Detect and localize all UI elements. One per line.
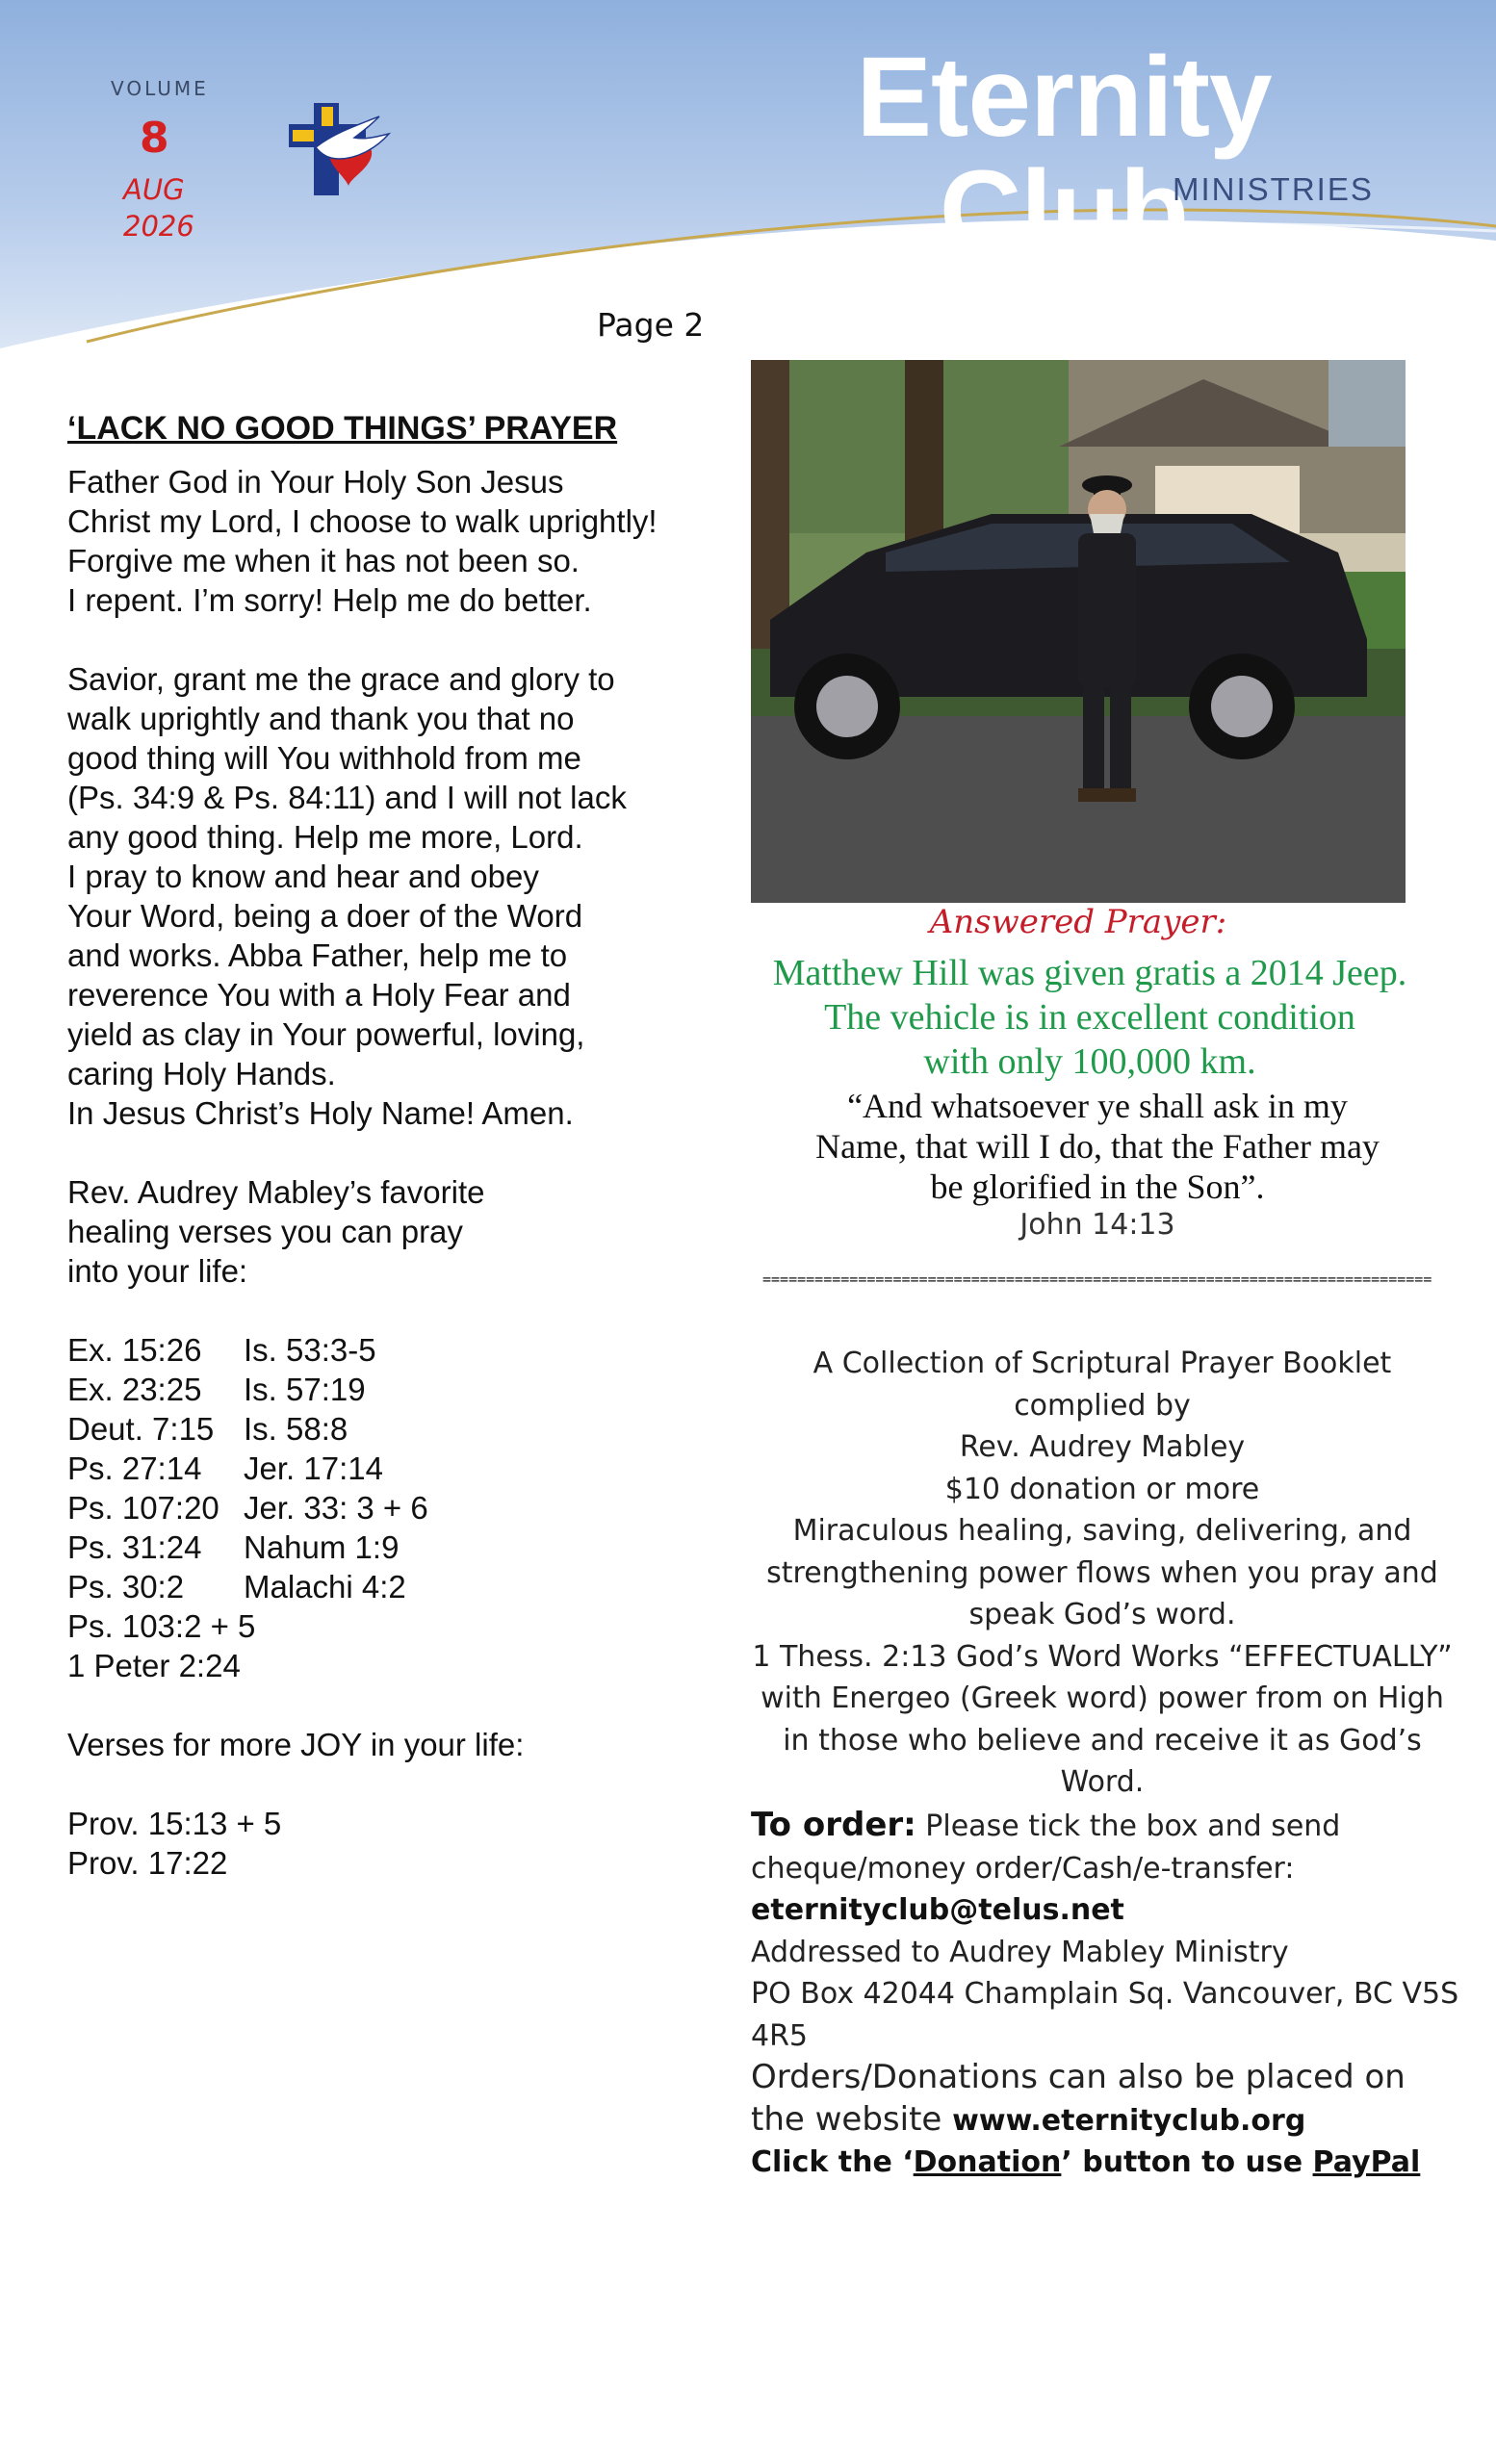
order-label: To order: [751, 1806, 916, 1844]
list-item: Prov. 15:13 + 5 [67, 1806, 282, 1841]
order-info [751, 1805, 1463, 2184]
booklet-author: Rev. Audrey Mabley [959, 1430, 1246, 1464]
booklet-title: A Collection of Scriptural Prayer Booklet complied by [812, 1347, 1392, 1423]
list-item: Ex. 15:26 Is. 53:3-5 [67, 1332, 376, 1368]
scripture-quote: “And whatsoever ye shall ask in my Name, that will I do, that the Father may be glorified in the Son”. [815, 1087, 1380, 1206]
healing-intro: Rev. Audrey Mabley’s favorite healing verses you can pray into your life: [67, 1174, 485, 1289]
list-item: Prov. 17:22 [67, 1845, 228, 1881]
prayer-paragraph-2: Savior, grant me the grace and glory to walk uprightly and thank you that no good thing will You withhold from me (Ps. 34:9 & Ps. 84:11) and I will not lack any good thing. Help me more, Lord. I pray to know and hear and obey Your Word, being a doer of the Word and works. Abba Father, help me to reverence You with a Holy Fear and yield as clay in Your powerful, loving, caring Holy Hands. In Jesus Christ’s Holy Name! Amen. [67, 661, 627, 1131]
donation-button-link[interactable]: Donation [913, 2145, 1062, 2179]
booklet-scripture: 1 Thess. 2:13 God’s Word Works “EFFECTUALLY” with Energeo (Greek word) power from on High in those who believe and receive it as God’s Word. [752, 1639, 1453, 1799]
order-addressed: Addressed to Audrey Mabley Ministry [751, 1935, 1289, 1969]
prayer-column [67, 409, 741, 1883]
list-item: Ps. 103:2 + 5 [67, 1608, 256, 1644]
order-address: PO Box 42044 Champlain Sq. Vancouver, BC V5S 4R5 [751, 1977, 1459, 2053]
cross-dove-heart-icon [287, 99, 393, 195]
prayer-paragraph-1: Father God in Your Holy Son Jesus Christ my Lord, I choose to walk uprightly! Forgive me when it has not been so. I repent. I’m sorry! Help me do better. [67, 464, 658, 618]
section-divider: ============================================================================= [762, 1270, 1432, 1288]
page-number: Page 2 [597, 306, 705, 344]
booklet-price: $10 donation or more [944, 1472, 1260, 1506]
issue-year: 2026 [123, 210, 194, 243]
list-item: 1 Peter 2:24 [67, 1648, 241, 1683]
joy-verse-list [67, 1804, 741, 1883]
joy-intro: Verses for more JOY in your life: [67, 1727, 525, 1762]
list-item: Ex. 23:25 Is. 57:19 [67, 1372, 366, 1407]
donation-instruction: Click the ‘Donation’ button to use PayPal [751, 2145, 1421, 2179]
scripture-reference: John 14:13 [1019, 1208, 1175, 1242]
brand-title: Eternity Club [856, 34, 1272, 274]
order-email-link[interactable]: eternityclub@telus.net [751, 1893, 1124, 1927]
paypal-link[interactable]: PayPal [1312, 2145, 1421, 2179]
prayer-title: ‘LACK NO GOOD THINGS’ PRAYER [67, 410, 618, 447]
volume-number: 8 [140, 114, 169, 163]
list-item: Ps. 30:2 Malachi 4:2 [67, 1569, 406, 1604]
brand-subtitle: MINISTRIES [1173, 171, 1374, 207]
website-link[interactable]: www.eternityclub.org [952, 2103, 1306, 2138]
volume-label: VOLUME [111, 77, 209, 100]
jeep-photo [751, 360, 1406, 903]
order-online: Orders/Donations can also be placed on the website www.eternityclub.org [751, 2058, 1406, 2139]
answered-prayer-text: Matthew Hill was given gratis a 2014 Jeep. The vehicle is in excellent condition with only 100,000 km. [772, 953, 1407, 1082]
order-instructions: To order: Please tick the box and send cheque/money order/Cash/e-transfer: [751, 1806, 1341, 1886]
answered-prayer-heading: Answered Prayer: [929, 903, 1227, 941]
list-item: Ps. 107:20 Jer. 33: 3 + 6 [67, 1490, 428, 1526]
list-item: Ps. 27:14 Jer. 17:14 [67, 1450, 383, 1486]
list-item: Deut. 7:15 Is. 58:8 [67, 1411, 348, 1447]
booklet-info [751, 1343, 1454, 1804]
issue-month: AUG [123, 173, 185, 206]
healing-verse-list [67, 1330, 741, 1685]
booklet-description: Miraculous healing, saving, delivering, and strengthening power flows when you pray and speak God’s word. [766, 1514, 1438, 1631]
list-item: Ps. 31:24 Nahum 1:9 [67, 1529, 400, 1565]
